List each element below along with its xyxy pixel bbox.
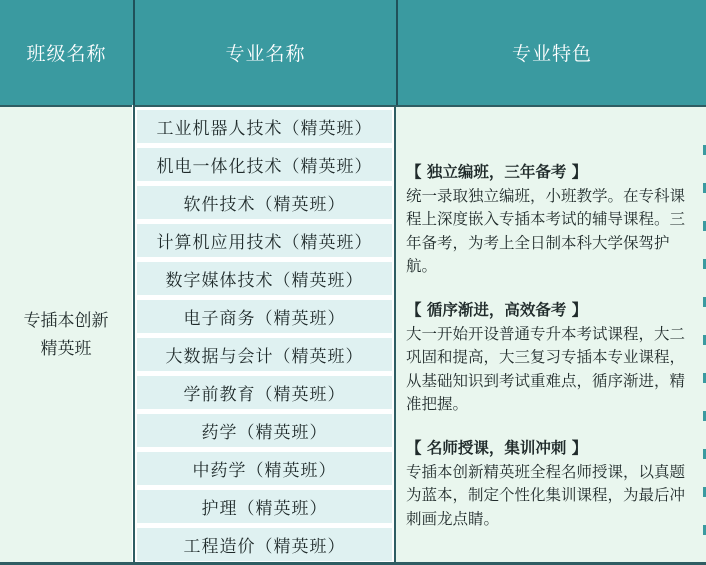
major-row: 学前教育（精英班）: [137, 376, 392, 409]
major-row: 护理（精英班）: [137, 490, 392, 523]
feature-block: [406, 161, 698, 279]
class-name-cell: [0, 105, 132, 562]
majors-column: [133, 105, 396, 562]
major-row: 计算机应用技术（精英班）: [137, 224, 392, 257]
major-row: 软件技术（精英班）: [137, 186, 392, 219]
major-row: 工业机器人技术（精英班）: [137, 110, 392, 143]
feature-title: 【 循序渐进，高效备考 】: [406, 301, 588, 319]
major-row: 大数据与会计（精英班）: [137, 338, 392, 371]
major-row: 电子商务（精英班）: [137, 300, 392, 333]
feature-body: 专插本创新精英班全程名师授课，以真题为蓝本，制定个性化集训课程，为最后冲刺画龙点睛。: [406, 462, 686, 528]
major-row: 中药学（精英班）: [137, 452, 392, 485]
major-row: 药学（精英班）: [137, 414, 392, 447]
feature-body: 大一开始开设普通专升本考试课程，大二巩固和提高，大三复习专插本专业课程，从基础知识到考试重难点，循序渐进，精准把握。: [406, 324, 686, 413]
major-row: 工程造价（精英班）: [137, 528, 392, 561]
feature-body: 统一录取独立编班，小班教学。在专科课程上深度嵌入专插本考试的辅导课程。三年备考，为考上全日制本科大学保驾护航。: [406, 186, 686, 275]
feature-title: 【 名师授课，集训冲刺 】: [406, 439, 588, 457]
feature-block: [406, 437, 698, 531]
header-class-name: 班级名称: [26, 43, 107, 65]
feature-block: [406, 299, 698, 417]
header-major-name: 专业名称: [133, 0, 396, 105]
header-major-feature: 专业特色: [396, 0, 706, 105]
feature-cell: [396, 105, 706, 562]
major-row: 数字媒体技术（精英班）: [137, 262, 392, 295]
feature-title: 【 独立编班，三年备考 】: [406, 163, 588, 181]
class-name-text: 专插本创新精英班: [23, 310, 109, 359]
major-row: 机电一体化技术（精英班）: [137, 148, 392, 181]
